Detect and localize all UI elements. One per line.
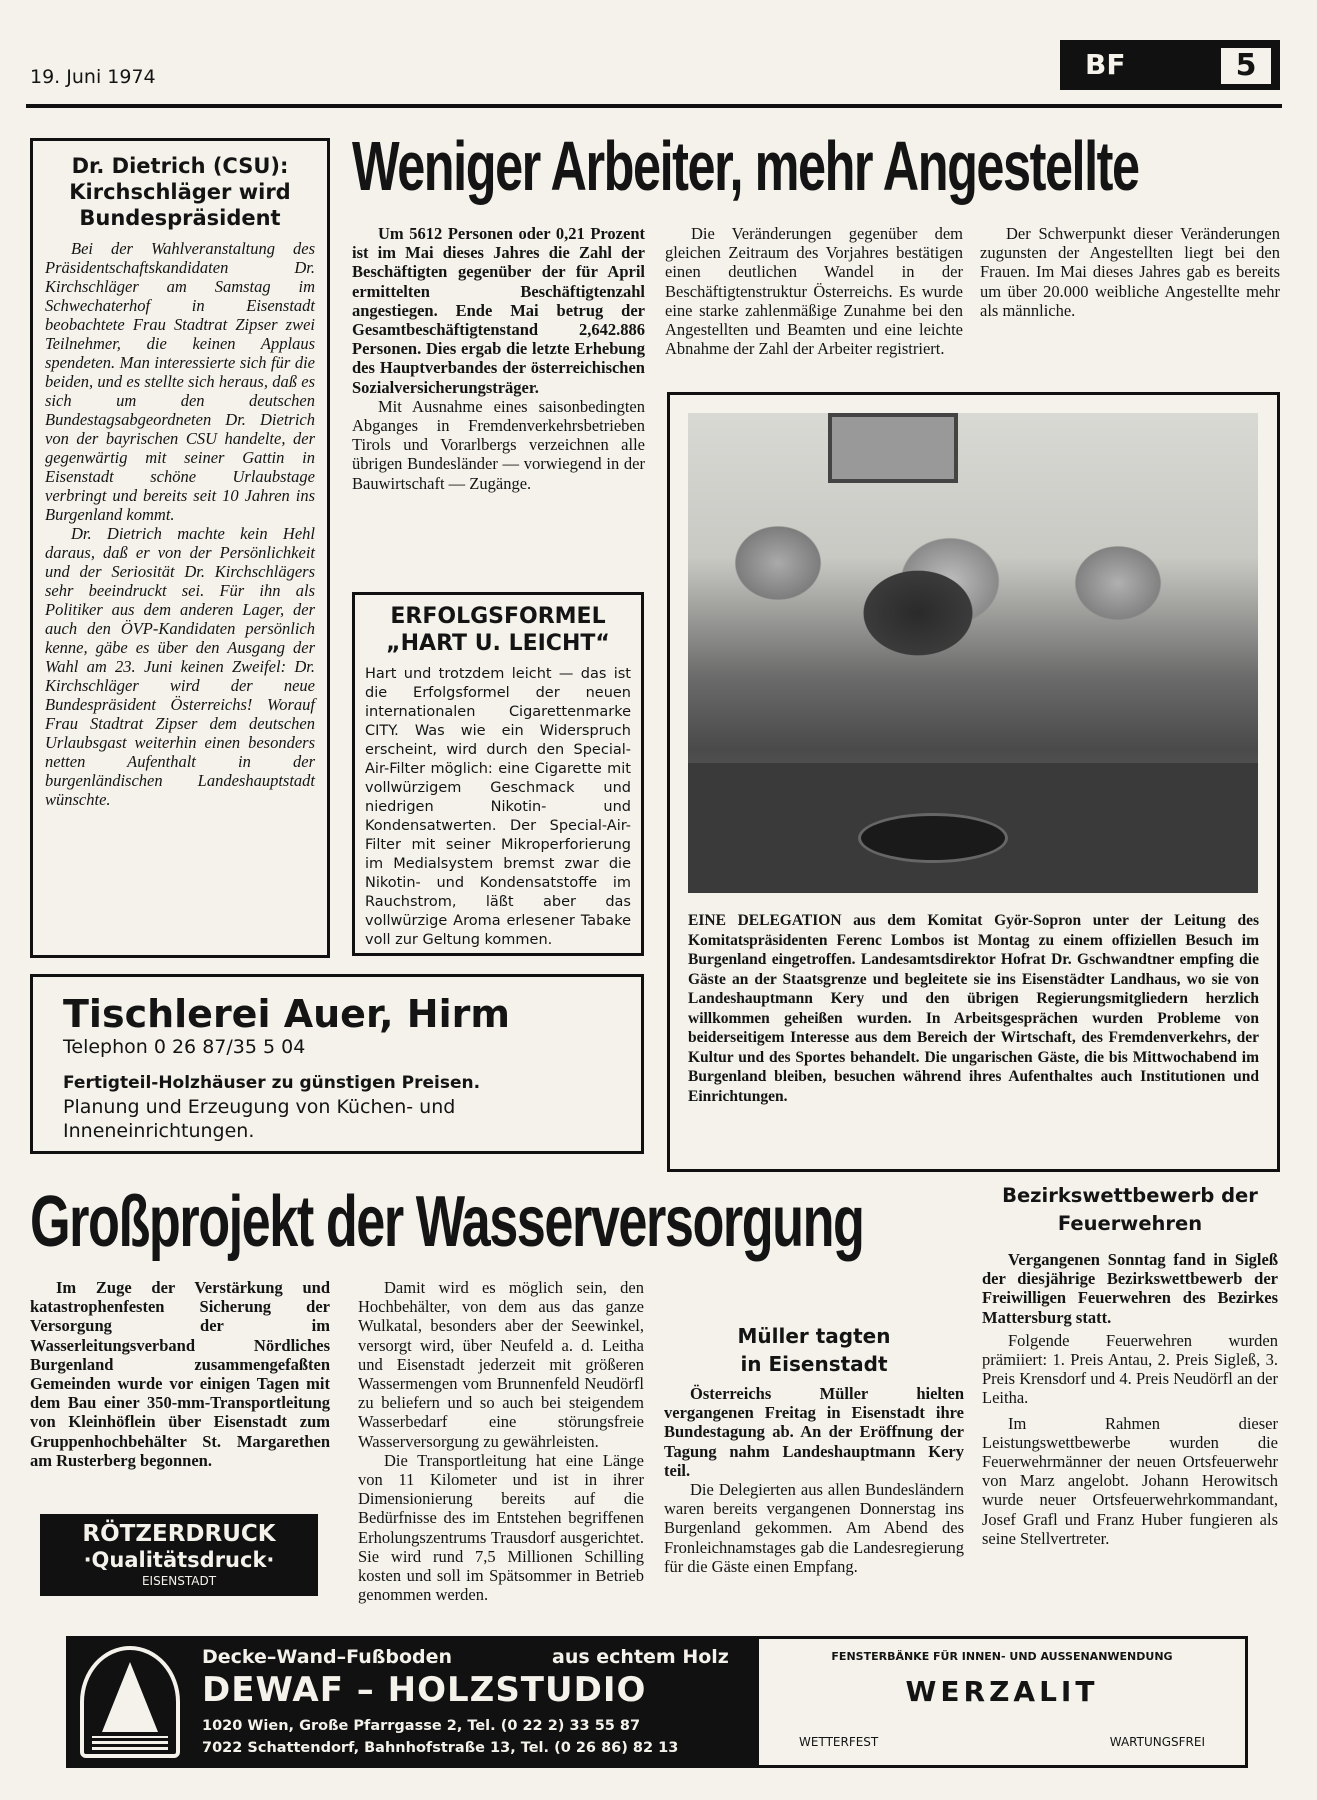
werzalit-top: FENSTERBÄNKE FÜR INNEN- UND AUSSENANWENDUNG: [831, 1650, 1173, 1663]
werzalit-right: WARTUNGSFREI: [1109, 1735, 1205, 1749]
werzalit-brand: WERZALIT: [905, 1675, 1099, 1708]
main-lead: Um 5612 Personen oder 0,21 Prozent ist im Mai dieses Jahres die Zahl der Beschäftigten gegenüber der für April ermittelten Beschäftigtenzahl angestiegen. Ende Mai betrug der Gesamtbeschäftigtenstand 2,642.886 Personen. Dies ergab die letzte Erhebung des Hauptverbandes der österreichischen Sozialversicherungsträger.: [352, 224, 645, 397]
main-article-col1: [352, 224, 645, 493]
ad-werzalit: [756, 1636, 1248, 1768]
ad-roetzer-line2: ·Qualitätsdruck·: [83, 1548, 275, 1572]
delegation-photo: [688, 413, 1258, 893]
sidebar-paragraph-1: Bei der Wahlveranstaltung des Präsidentschaftskandidaten Dr. Kirchschläger am Samstag im Schwechaterhof in Eisenstadt beobachtete Frau Stadtrat Zipser zwei Teilnehmer, die keinen Applaus spendeten. Man interessierte sich für die beiden, und es stellte sich heraus, daß es sich um den deutschen Bundestagsabgeordneten Dr. Dietrich von der bayrischen CSU handelte, der gegenwärtig mit seiner Gattin in Eisenstadt schöne Urlaubstage verbringt und bereits seit 10 Jahren ins Burgenland kommt.: [45, 239, 315, 524]
tree-icon: [102, 1662, 158, 1732]
wall-picture: [828, 413, 958, 483]
water-headline: Großprojekt der Wasserversorgung: [30, 1182, 864, 1262]
main-article-col2: [665, 224, 963, 358]
mueller-lead: Österreichs Müller hielten vergangenen Freitag in Eisenstadt ihre Bundestagung ab. An der Eröffnung der Tagung nahm Landeshauptmann Kery teil.: [664, 1384, 964, 1480]
fire-paragraph-2: Folgende Feuerwehren wurden prämiiert: 1. Preis Antau, 2. Preis Sigleß, 3. Preis Krensdorf und 4. Preis Neudörfl an der Leitha.: [982, 1330, 1278, 1408]
fire-article: [982, 1182, 1278, 1548]
ad-roetzerdruck: [40, 1514, 318, 1596]
section-label: BF: [1085, 48, 1126, 81]
dewaf-tagline-left: Decke–Wand–Fußboden: [202, 1646, 453, 1668]
ad-tischlerei-tagline: Fertigteil-Holzhäuser zu günstigen Preisen.: [63, 1073, 481, 1093]
sidebar-article: [30, 138, 330, 958]
sidebar-headline: Dr. Dietrich (CSU): Kirchschläger wird Bundespräsident: [69, 154, 291, 230]
main-paragraph-3: Die Veränderungen gegenüber dem gleichen Zeitraum des Vorjahres bestätigen einen deutlichen Wandel in der Beschäftigtenstruktur Österreichs. Es wurde eine starke zahlenmäßige Zunahme bei den Angestellten und Beamten und eine leichte Abnahme der Zahl der Arbeiter registriert.: [665, 224, 963, 359]
dewaf-logo: [80, 1646, 180, 1758]
main-article-col3: [980, 224, 1280, 320]
ad-tischlerei-name: Tischlerei Auer, Hirm: [63, 992, 510, 1036]
promo-title-line2: „HART U. LEICHT“: [386, 631, 610, 656]
ad-dewaf: [66, 1636, 756, 1768]
water-col1: [30, 1278, 330, 1470]
sidebar-paragraph-2: Dr. Dietrich machte kein Hehl daraus, daß er von der Persönlichkeit und der Seriosität Dr. Kirchschlägers sehr beeindruckt sei. Für ihn als Politiker aus dem anderen Lager, der auch den ÖVP-Kandidaten persönlich kenne, gäbe es über den Ausgang der Wahl am 23. Juni keinen Zweifel: Dr. Kirchschläger wird der neue Bundespräsident Österreichs! Worauf Frau Stadtrat Zipser dem deutschen Urlaubsgast weiterhin einen besonders netten Aufenthalt in der burgenländischen Landeshauptstadt wünschte.: [45, 524, 315, 809]
fire-paragraph-3: Im Rahmen dieser Leistungswettbewerbe wurden die Feuerwehrmänner der neuen Ortsfeuerwehr von Marz angelobt. Johann Herowitsch wurde neuer Ortsfeuerwehrkommandant, Josef Grafl und Franz Huber fungieren als seine Stellvertreter.: [982, 1413, 1278, 1548]
page-number: 5: [1218, 45, 1274, 87]
photo-frame: [667, 392, 1280, 1172]
ad-tischlerei-phone: Telephon 0 26 87/35 5 04: [63, 1036, 306, 1058]
ad-tischlerei: [30, 974, 644, 1154]
water-paragraph-3: Die Transportleitung hat eine Länge von 11 Kilometer und ist in ihrer Dimensionierung bereits auf die Bedürfnisse des im Entstehen begriffenen Erholungszentrums Trausdorf ausgerichtet. Sie wird rund 7,5 Millionen Schilling kosten und soll im Spätsommer in Betrieb genommen werden.: [358, 1450, 644, 1605]
ad-roetzer-line3: EISENSTADT: [141, 1574, 217, 1588]
mueller-paragraph-2: Die Delegierten aus allen Bundesländern waren bereits vergangenen Donnerstag ins Burgenland gekommen. Am Abend des Fronleichnamstages gab die Landesregierung für die Gäste einen Empfang.: [664, 1480, 964, 1576]
dewaf-address-2: 7022 Schattendorf, Bahnhofstraße 13, Tel. (0 26 86) 82 13: [202, 1740, 679, 1756]
promo-title-line1: ERFOLGSFORMEL: [390, 604, 606, 629]
water-paragraph-2: Damit wird es möglich sein, den Hochbehälter, von dem aus das ganze Wulkatal, besonders aber der Seewinkel, versorgt wird, über Neufeld a. d. Leitha und Eisenstadt jederzeit mit größeren Wassermengen vom Brunnenfeld Neudörfl zu beliefern und so auch bei steigendem Wasserbedarf eine störungsfreie Wasserversorgung zu gewährleisten.: [358, 1278, 644, 1451]
ad-roetzer-line1: RÖTZERDRUCK: [82, 1521, 276, 1547]
mueller-article: [664, 1322, 964, 1576]
fire-lead: Vergangenen Sonntag fand in Sigleß der diesjährige Bezirkswettbewerb der Freiwilligen Feuerwehren des Bezirkes Mattersburg statt.: [982, 1250, 1278, 1327]
photo-caption: EINE DELEGATION aus dem Komitat Györ-Sopron unter der Leitung des Komitatspräsidenten Ferenc Lombos ist Montag zu einem offiziellen Besuch im Burgenland eingetroffen. Landesamtsdirektor Hofrat Dr. Gschwandtner empfing die Gäste an der Staatsgrenze und begleitete sie ins Eisenstädter Landhaus, wo sie von Landeshauptmann Kery und den übrigen Regierungsmitgliedern herzlich willkommen geheißen wurden. In Arbeitsgesprächen wurden Probleme von beiderseitigem Interesse aus dem Bereich der Wirtschaft, des Fremdenverkehrs, der Kultur und des Sportes behandelt. Die ungarischen Gäste, die bis Mittwochabend im Burgenland bleiben, besuchen während ihres Aufenthaltes auch Institutionen und Einrichtungen.: [688, 912, 1259, 1105]
fire-headline: Bezirkswettbewerb der Feuerwehren: [1002, 1184, 1258, 1235]
issue-date: 19. Juni 1974: [30, 66, 156, 88]
werzalit-left: WETTERFEST: [799, 1735, 879, 1749]
water-lead: Im Zuge der Verstärkung und katastrophenfesten Sicherung der Versorgung der im Wasserleitungsverband Nördliches Burgenland zusammengefaßten Gemeinden wurde vor einigen Tagen mit dem Bau einer 350-mm-Transportleitung von Kleinhöflein über Eisenstadt zum Gruppenhochbehälter St. Margarethen am Rusterberg begonnen.: [30, 1278, 330, 1470]
main-headline: Weniger Arbeiter, mehr Angestellte: [352, 127, 1139, 205]
dewaf-tagline-right: aus echtem Holz: [552, 1646, 729, 1668]
promo-text: Hart und trotzdem leicht — das ist die Erfolgsformel der neuen internationalen Cigarettenmarke CITY. Was wie ein Widerspruch erscheint, wird durch den Special-Air-Filter möglich: eine Cigarette mit vollwürzigem Geschmack und niedrigen Nikotin- und Kondensatwerten. Der Special-Air-Filter mit seiner Mikroperforierung im Medialsystem bremst zwar die Nikotin- und Kondensatstoffe im Rauchstrom, läßt aber das vollwürzige Aroma erlesener Tabake voll zur Geltung kommen.: [365, 666, 631, 948]
promo-box: [352, 592, 644, 956]
ashtray: [858, 813, 1008, 863]
logo-stripes: [92, 1736, 168, 1750]
water-col2: [358, 1278, 644, 1604]
dewaf-address-1: 1020 Wien, Große Pfarrgasse 2, Tel. (0 22 2) 33 55 87: [202, 1718, 641, 1734]
header-rule: [26, 104, 1282, 108]
main-paragraph-4: Der Schwerpunkt dieser Veränderungen zugunsten der Angestellten liegt bei den Frauen. Im Mai dieses Jahres gab es bereits um über 20.000 weibliche Angestellte mehr als männliche.: [980, 224, 1280, 320]
mueller-headline: Müller tagten in Eisenstadt: [737, 1324, 891, 1376]
dewaf-brand: DEWAF – HOLZSTUDIO: [202, 1670, 647, 1710]
ad-tischlerei-services: Planung und Erzeugung von Küchen- und Inneneinrichtungen.: [63, 1096, 456, 1142]
main-paragraph-2: Mit Ausnahme eines saisonbedingten Abganges in Fremdenverkehrsbetrieben Tirols und Vorarlbergs verzeichnen alle übrigen Bundesländer — vorwiegend in der Bauwirtschaft — Zugänge.: [352, 396, 645, 493]
